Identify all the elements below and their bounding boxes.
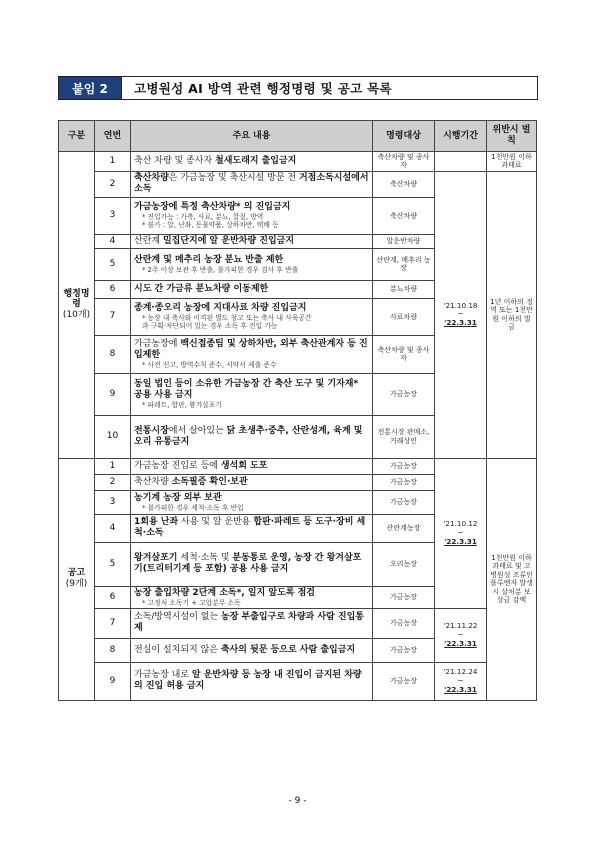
category-label: 행정명령 xyxy=(63,288,90,310)
content-text xyxy=(134,645,369,656)
content-text xyxy=(134,156,369,167)
content-cell xyxy=(131,638,373,662)
content-plain: 가금농장 진입로 등에 xyxy=(134,460,221,471)
target-cell: 가금농장 xyxy=(373,608,435,638)
period-end: '22.3.31 xyxy=(444,684,477,694)
table-row xyxy=(59,608,537,638)
target-cell: 사료차량 xyxy=(373,298,435,335)
content-cell xyxy=(131,234,373,248)
content-note: * 농장 내 축사와 이격된 별도 창고 또는 축사 내 사육공간 xyxy=(142,314,312,323)
table-row xyxy=(59,458,537,474)
content-text xyxy=(134,426,369,448)
period-cell-empty xyxy=(435,152,487,172)
target-cell: 가금농장 xyxy=(373,373,435,415)
content-note: * 불가 : 알, 난좌, 동물약품, 상하차반, 택배 등 xyxy=(142,221,279,230)
table-row xyxy=(59,152,537,172)
row-number: 3 xyxy=(95,197,131,234)
page-number: - 9 - xyxy=(288,796,307,806)
content-plain: 가금농장 내로 xyxy=(134,670,192,681)
content-emphasis: 가금농장에 특정 축산차량* 의 진입금지 xyxy=(134,202,291,213)
content-emphasis: 생석회 도포 xyxy=(220,460,268,471)
content-text xyxy=(134,379,369,401)
content-text xyxy=(134,517,369,539)
content-text xyxy=(134,236,369,247)
target-cell: 산란계, 메추리 농장 xyxy=(373,248,435,280)
category-cell xyxy=(59,458,95,700)
content-cell xyxy=(131,490,373,514)
content-note: * 사전 신고, 방역수칙 준수, 서약서 제출 준수 xyxy=(142,361,277,369)
content-emphasis: 시도 간 가금류 분뇨차량 이동제한 xyxy=(134,283,269,294)
content-plain: 산란계 xyxy=(134,235,163,246)
target-cell: 가금농장 xyxy=(373,638,435,662)
header-number: 연번 xyxy=(95,121,131,152)
content-text xyxy=(134,493,369,504)
content-note: 과 구획·차단되어 있는 경우 소독 후 진입 가능 xyxy=(142,322,278,331)
content-cell xyxy=(131,171,373,197)
row-number: 2 xyxy=(95,171,131,197)
row-number: 4 xyxy=(95,514,131,542)
content-emphasis: 농장 출입차량 2단계 소독*, 일지 앞도록 점검 xyxy=(134,587,315,598)
content-emphasis: 분동통로 운영, 농장 간 왕겨살포기(트리터기계 등 포함) 공용 사용 금지 xyxy=(134,553,362,575)
header-content: 주요 내용 xyxy=(131,121,373,152)
target-cell: 알운반차량 xyxy=(373,234,435,248)
target-cell: 오리농장 xyxy=(373,542,435,586)
row-number: 9 xyxy=(95,373,131,415)
target-cell: 가금농장 xyxy=(373,586,435,608)
row-number: 10 xyxy=(95,415,131,458)
content-cell xyxy=(131,586,373,608)
target-cell: 축산차량 xyxy=(373,171,435,197)
content-plain: 전실이 설치되지 않은 xyxy=(134,644,221,655)
content-text xyxy=(134,339,369,361)
target-cell: 분뇨차량 xyxy=(373,280,435,298)
content-emphasis: 농기계 농장 외부 보관 xyxy=(134,492,222,503)
table-header-row xyxy=(59,121,537,152)
period-dash: ~ xyxy=(457,527,464,537)
content-emphasis: 축산차량 xyxy=(134,173,169,184)
penalty-cell: 1천만원 이하 과태료 xyxy=(487,152,537,172)
content-cell xyxy=(131,514,373,542)
content-note: * 2주 이상 보관 후 반출, 불가피한 경우 검사 후 반출 xyxy=(142,265,299,274)
row-number: 8 xyxy=(95,638,131,662)
content-plain: 은 가금농장 및 축산시설 방문 전 xyxy=(168,173,299,184)
period-cell xyxy=(435,608,487,662)
content-emphasis: 알 운반차량 등 농장 내 진입이 금지된 차량의 진입 허용 금지 xyxy=(134,670,362,692)
table-row xyxy=(59,662,537,700)
content-plain: 가금농장에 xyxy=(134,339,181,350)
content-plain: 세척·소독 및 xyxy=(177,553,233,564)
content-emphasis: 1회용 난좌 xyxy=(134,517,179,528)
content-cell xyxy=(131,248,373,280)
content-cell xyxy=(131,280,373,298)
content-text xyxy=(134,612,369,634)
section-title: 고병원성 AI 방역 관련 행정명령 및 공고 목록 xyxy=(134,81,392,96)
target-cell: 전통시장 판매소, 거래상인 xyxy=(373,415,435,458)
content-plain: 축산차량 xyxy=(134,476,172,487)
row-number: 5 xyxy=(95,248,131,280)
period-start: '21.10.12 xyxy=(443,519,478,529)
content-note: * 불가피한 경우 세척·소독 후 반입 xyxy=(142,503,244,512)
content-cell xyxy=(131,542,373,586)
target-cell: 가금농장 xyxy=(373,458,435,474)
target-cell: 축산차량 및 종사자 xyxy=(373,335,435,373)
row-number: 6 xyxy=(95,586,131,608)
content-cell xyxy=(131,474,373,490)
period-dash: ~ xyxy=(457,629,464,639)
content-cell xyxy=(131,415,373,458)
target-cell: 축산차량 xyxy=(373,197,435,234)
row-number: 6 xyxy=(95,280,131,298)
row-number: 1 xyxy=(95,152,131,172)
target-cell: 가금농장 xyxy=(373,490,435,514)
section-banner xyxy=(58,76,538,100)
period-start: '21.10.18 xyxy=(443,300,478,310)
row-number: 8 xyxy=(95,335,131,373)
category-cell xyxy=(59,152,95,459)
row-number: 9 xyxy=(95,662,131,700)
content-text xyxy=(134,588,369,599)
content-emphasis: 전통시장 xyxy=(134,425,169,436)
period-dash: ~ xyxy=(457,675,464,685)
content-note: * 파레트, 합판, 왕겨살포기 xyxy=(142,401,222,409)
row-number: 7 xyxy=(95,608,131,638)
orders-table xyxy=(58,120,537,701)
period-end: '22.3.31 xyxy=(444,318,477,328)
content-emphasis: 닭 초생추·중추, 산란성계, 육계 및 오리 유통금지 xyxy=(134,425,363,447)
period-end: '22.3.31 xyxy=(444,638,477,648)
table-row xyxy=(59,171,537,197)
header-target: 명령대상 xyxy=(373,121,435,152)
content-cell xyxy=(131,458,373,474)
content-cell xyxy=(131,152,373,172)
row-number: 4 xyxy=(95,234,131,248)
content-emphasis: 거점소독시설에서 소독 xyxy=(134,173,369,195)
content-text xyxy=(134,670,369,692)
period-end: '22.3.31 xyxy=(444,536,477,546)
row-number: 2 xyxy=(95,474,131,490)
category-count: (10개) xyxy=(62,310,91,321)
content-emphasis: 소독필증 확인·보관 xyxy=(171,476,248,487)
content-emphasis: 왕겨살포기 xyxy=(134,553,178,564)
target-cell: 축산차량 및 종사자 xyxy=(373,152,435,172)
penalty-cell: 1천만원 이하 과태료 및 고병원성 조류인플루엔자 발생시 살처분 보상금 감액 xyxy=(487,458,537,700)
content-cell xyxy=(131,298,373,335)
content-text xyxy=(134,461,369,472)
appendix-badge: 붙임 2 xyxy=(59,77,122,99)
content-text xyxy=(134,284,369,295)
content-emphasis: 농장 부출입구로 차량과 사람 진입통제 xyxy=(134,612,364,634)
period-dash: ~ xyxy=(457,309,464,319)
row-number: 7 xyxy=(95,298,131,335)
header-penalty: 위반시 벌칙 xyxy=(487,121,537,152)
content-emphasis: 종계·종오리 농장에 지대사료 차량 진입금지 xyxy=(134,303,307,314)
category-count: (9개) xyxy=(65,579,88,590)
content-cell xyxy=(131,608,373,638)
content-text xyxy=(134,477,369,488)
content-text xyxy=(134,202,369,213)
header-period: 시행기간 xyxy=(435,121,487,152)
row-number: 3 xyxy=(95,490,131,514)
content-plain: 소독/방역시설이 없는 xyxy=(134,612,222,623)
period-cell xyxy=(435,662,487,700)
period-start: '21.12.24 xyxy=(443,667,478,677)
period-start: '21.11.22 xyxy=(443,621,478,631)
content-text xyxy=(134,553,369,575)
target-cell: 가금농장 xyxy=(373,474,435,490)
content-cell xyxy=(131,662,373,700)
content-text xyxy=(134,255,369,266)
content-emphasis: 백신접종팀 및 상하차반, 외부 축산관계자 등 진입제한 xyxy=(134,339,368,361)
content-note: * 고정식 소독기 + 고압분무 소독 xyxy=(142,598,241,607)
header-category: 구분 xyxy=(59,121,95,152)
period-cell xyxy=(435,458,487,608)
content-cell xyxy=(131,335,373,373)
content-emphasis: 합판·파레트 등 도구·장비 세척·소독 xyxy=(134,517,366,539)
row-number: 5 xyxy=(95,542,131,586)
content-cell xyxy=(131,197,373,234)
content-cell xyxy=(131,373,373,415)
target-cell: 가금농장 xyxy=(373,662,435,700)
content-emphasis: 밀집단지에 알 운반차량 진입금지 xyxy=(162,235,295,246)
content-text xyxy=(134,303,369,314)
content-emphasis: 산란계 및 메추리 농장 분뇨 반출 제한 xyxy=(134,254,284,265)
content-note: * 진입가능 : 가축, 사료, 분뇨, 깔짚, 방역 xyxy=(142,213,264,222)
category-label: 공고 xyxy=(67,568,86,579)
content-plain: 사용 및 알 운반용 xyxy=(178,517,254,528)
content-text xyxy=(134,173,369,195)
content-emphasis: 철새도래지 출입금지 xyxy=(215,155,297,166)
content-emphasis: 축사의 뒷문 등으로 사람 출입금지 xyxy=(220,644,356,655)
penalty-cell: 1년 이하의 징역 또는 1천만원 이하의 벌금 xyxy=(487,171,537,458)
content-plain: 축산 차량 및 종사자 xyxy=(134,155,215,166)
period-cell xyxy=(435,171,487,458)
content-emphasis: 동일 법인 등이 소유한 가금농장 간 축산 도구 및 기자재* 공용 사용 금지 xyxy=(134,379,359,401)
content-plain: 에서 살아있는 xyxy=(168,425,227,436)
row-number: 1 xyxy=(95,458,131,474)
target-cell: 산란계농장 xyxy=(373,514,435,542)
